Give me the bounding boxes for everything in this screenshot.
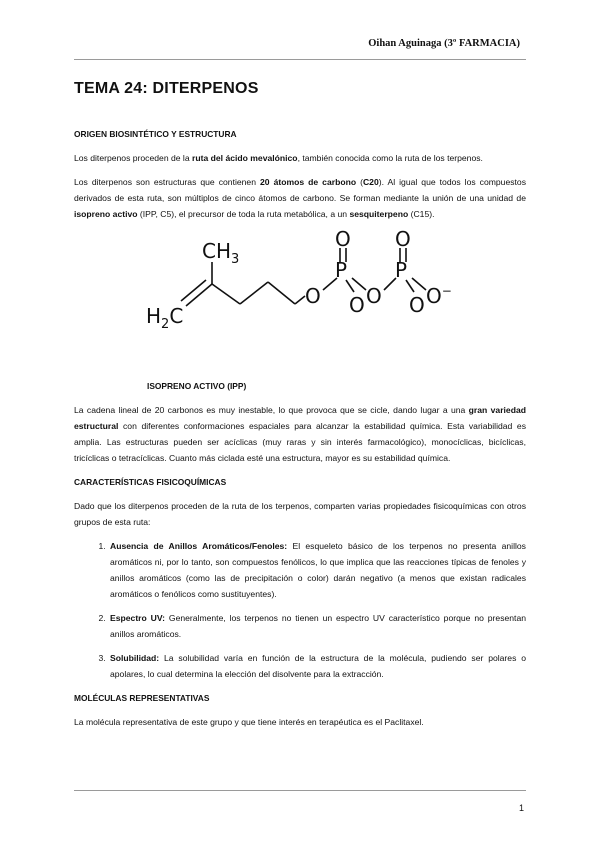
paragraph-physchem-intro: Dado que los diterpenos proceden de la ruta de los terpenos, comparten varias propiedades fisicoquímicas con otros grupos de esta ruta: bbox=[74, 501, 526, 527]
page-title: TEMA 24: DITERPENOS bbox=[74, 80, 259, 97]
section-heading-origin: ORIGEN BIOSINTÉTICO Y ESTRUCTURA bbox=[74, 129, 237, 139]
list-item: 3. Solubilidad: La solubilidad varía en función de la estructura de la molécula, pudiendo ser polares o apolares, lo cual determina la elección del disolvente para la extracción. bbox=[108, 650, 526, 682]
atom-label-o-ester: O bbox=[305, 284, 321, 308]
atom-label-o-p1-top: O bbox=[335, 230, 351, 251]
atom-label-p2: P bbox=[395, 258, 408, 282]
ipp-structure-figure bbox=[74, 230, 526, 372]
list-item: 1. Ausencia de Anillos Aromáticos/Fenoles: El esqueleto básico de los terpenos no presenta anillos aromáticos ni, por lo tanto, son compuestos fenólicos, lo que implica que las reacciones típicas de fenoles y anillos aromáticos (como las de precipitación o color) darán negativo (a menos que existan radicales aromáticos o fenólicos como sustituyentes). bbox=[108, 538, 526, 602]
section-heading-physchem: CARACTERÍSTICAS FISICOQUÍMICAS bbox=[74, 477, 227, 487]
page-number: 1 bbox=[518, 803, 524, 813]
paragraph-origin-1: Los diterpenos proceden de la ruta del ácido mevalónico, también conocida como la ruta de los terpenos. bbox=[74, 153, 483, 163]
section-heading-molecules: MOLÉCULAS REPRESENTATIVAS bbox=[74, 693, 210, 703]
header-author: Oihan Aguinaga (3º FARMACIA) bbox=[368, 38, 520, 49]
atom-label-o-p2-bottom: O bbox=[409, 293, 425, 317]
document-body bbox=[74, 126, 526, 738]
figure-caption: ISOPRENO ACTIVO (IPP) bbox=[147, 381, 247, 391]
header-divider bbox=[74, 59, 526, 60]
list-item: 2. Espectro UV: Generalmente, los terpenos no tienen un espectro UV característico porque no presentan anillos aromáticos. bbox=[108, 610, 526, 642]
atom-label-o-p2-top: O bbox=[395, 230, 411, 251]
atom-label-o-bridge: O bbox=[366, 284, 382, 308]
atom-label-o-minus: O− bbox=[426, 284, 452, 308]
atom-label-ch3: $CH_3$ bbox=[202, 239, 240, 267]
paragraph-origin-3: La cadena lineal de 20 carbonos es muy inestable, lo que provoca que se cicle, dando lugar a una gran variedad estructural con diferentes conformaciones espaciales para alcanzar la estabilidad química. Esta variabilidad es amplia. Las estructuras pueden ser acíclicas (muy raras y sin interés farmacológico), monocíclicas, bicíclicas, tricíclicas o tetracíclicas. Cuanto más ciclada esté una estructura, mayor es su estabilidad química. bbox=[74, 405, 526, 463]
atom-label-h2c: $H_2C$ bbox=[146, 304, 184, 332]
atom-label-p1: P bbox=[335, 258, 348, 282]
footer-divider bbox=[74, 790, 526, 791]
ipp-structure-diagram bbox=[130, 230, 470, 372]
paragraph-molecules: La molécula representativa de este grupo y que tiene interés en terapéutica es el Paclitaxel. bbox=[74, 717, 424, 727]
physchem-list bbox=[74, 538, 526, 682]
paragraph-origin-2: Los diterpenos son estructuras que contienen 20 átomos de carbono (C20). Al igual que todos los compuestos derivados de esta ruta, son múltiplos de cinco átomos de carbono. Se forman mediante la unión de una unidad de isopreno activo (IPP, C5), el precursor de toda la ruta metabólica, a un sesquiterpeno (C15). bbox=[74, 177, 527, 219]
atom-label-o-p1-bottom: O bbox=[349, 293, 365, 317]
